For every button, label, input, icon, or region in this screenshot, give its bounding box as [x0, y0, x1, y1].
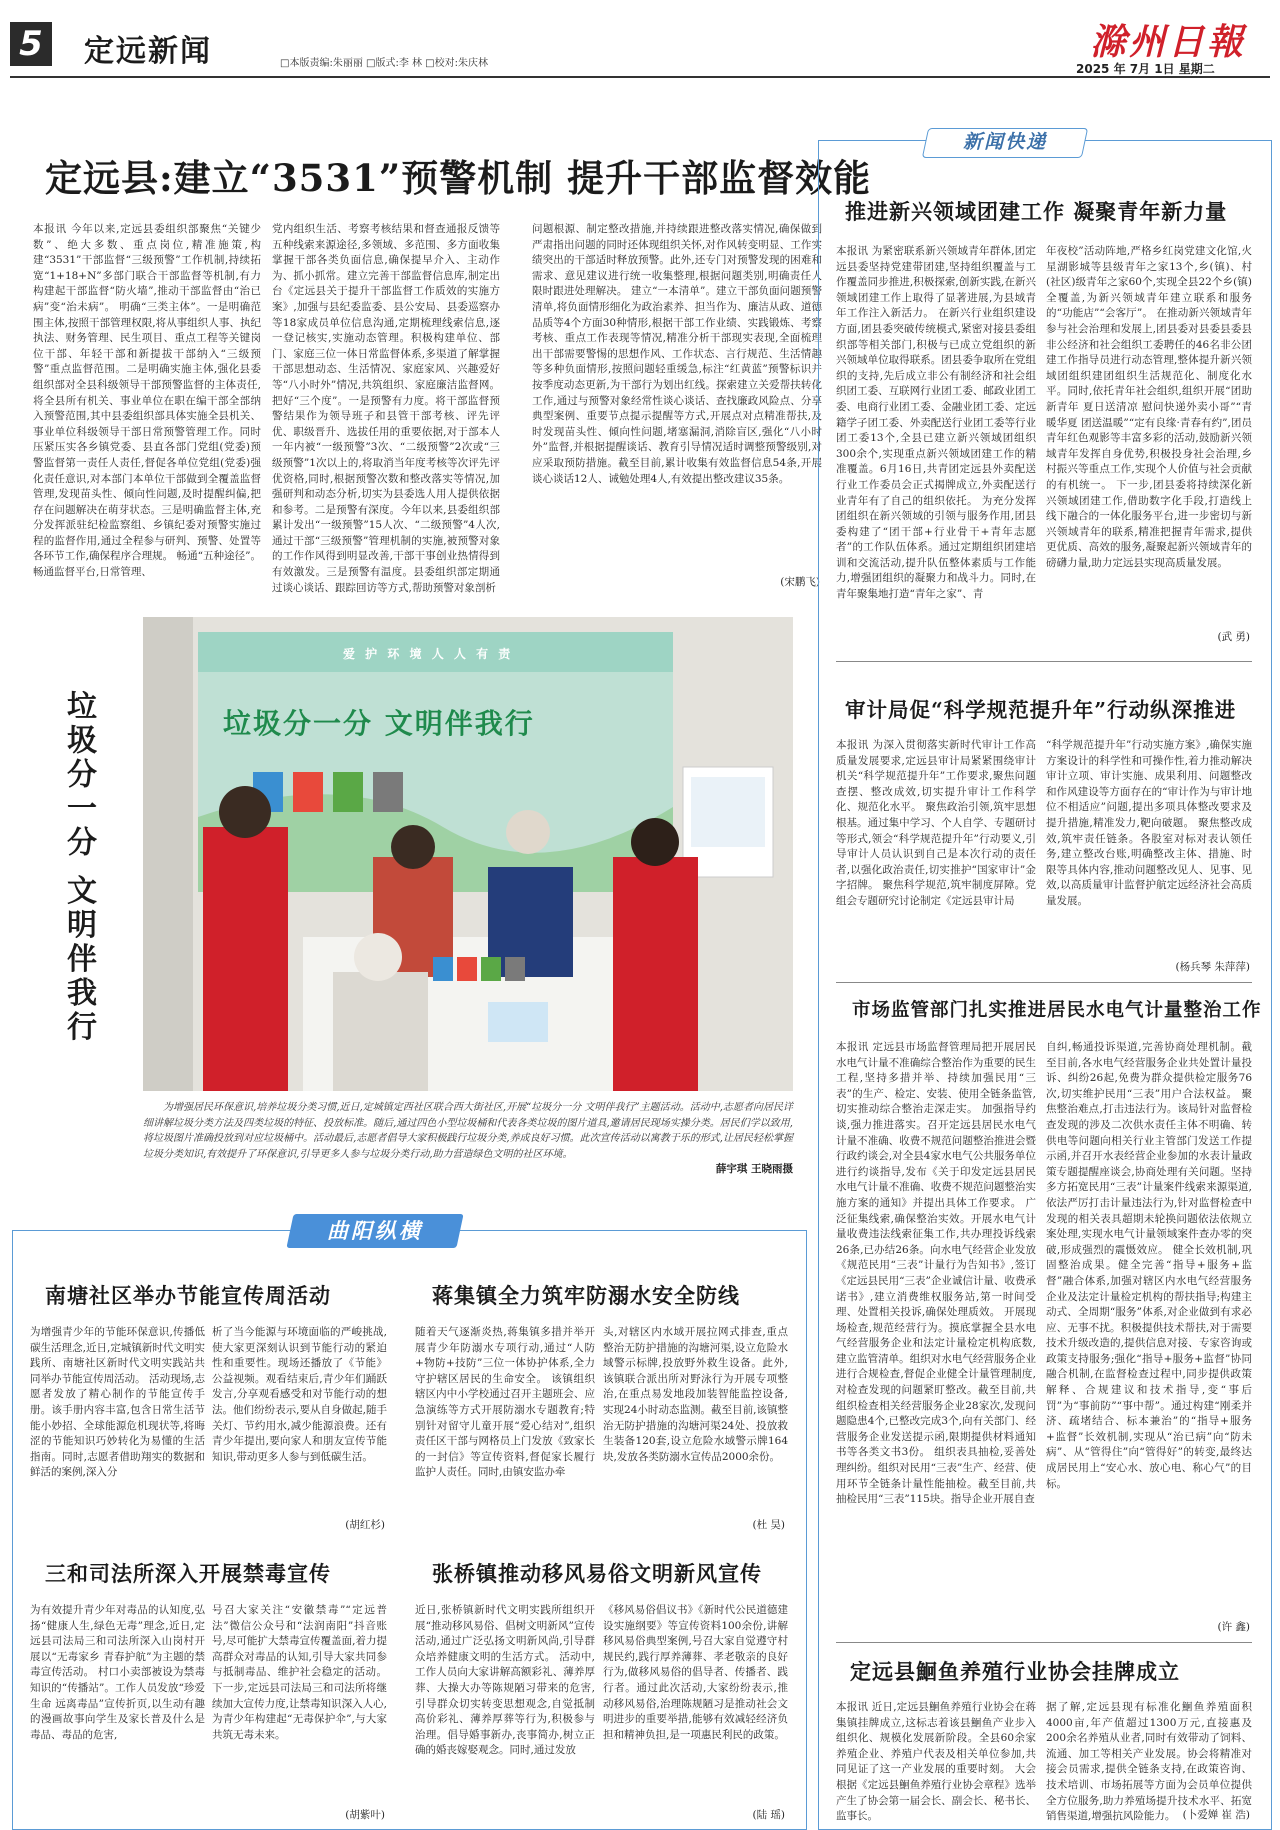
- quyang-a3-col2: 号召大家关注“安徽禁毒”“定远普法”微信公众号和“法润南阳”抖音账号,尽可能扩大禁毒宣传覆盖面,着力提高群众对毒品的认知,引导大家共同参与抵制毒品、维护社会稳定的活动。下一步,定远县司法局三和司法所将继续加大宣传力度,让禁毒知识深入人心,为青少年构建起“无毒保护伞”,与大家共筑无毒未来。: [212, 1604, 387, 1741]
- quyang-a1-author: (胡红杉): [345, 1519, 385, 1531]
- flash-a4-author: (卜爱婵 崔 浩): [1182, 1809, 1250, 1821]
- photo-banner-main: 垃圾分一分 文明伴我行: [223, 707, 535, 740]
- lead-article-col2: 党内组织生活、考察考核结果和督查通报反馈等五种线索来源途径,多领域、多范围、多方面收集掌握干部各类负面信息,确保提早介入、主动作为、抓小抓常。建立完善干部监督信息库,制定出台《定远县关于提升干部监督工作质效的实施方案》,加强与县纪委监委、县公安局、县委巡察办等18家成员单位信息沟通,定期梳理线索信息,逐一登记核实,实施动态管理。积极构建单位、部门、家庭三位一体日常监督体系,多渠道了解掌握干部思想动态、生活情况、家庭家风、兴趣爱好等“八小时外”情况,共筑组织、家庭廉洁监督网。 把好“三个度”。一是预警有力度。将干部监督预警结果作为领导班子和县管干部考核、评先评优、职级晋升、选拔任用的重要依据,对于部本人一年内被“一级预警”3次、“二级预警”2次或“三级预警”1次以上的,将取消当年度考核等次评先评优资格,同时,根据预警次数和整改落实等情况,加强研判和动态分析,切实为县委选人用人提供依据和参考。二是预警有深度。今年以来,县委组织部累计发出“一级预警”15人次、“二级预警”4人次,通过干部“三级预警”管理机制的实施,被预警对象的工作作风得到明显改善,干部干事创业热情得到有效激发。三是预警有温度。县委组织部定期通过谈心谈话、跟踪回访等方式,帮助预警对象剖析: [272, 223, 500, 594]
- quyang-a2-author: (杜 昊): [752, 1519, 785, 1531]
- flash-divider-2: [836, 982, 1252, 983]
- flash-a2-author: (杨兵琴 朱萍萍): [1175, 961, 1250, 973]
- flash-a3-title: 市场监管部门扎实推进居民水电气计量整治工作: [852, 1000, 1262, 1021]
- editors-line: □本版责编:朱丽丽 □版式:李 林 □校对:朱庆林: [280, 58, 488, 69]
- flash-a2-col1: 本报讯 为深入贯彻落实新时代审计工作高质量发展要求,定远县审计局紧紧围绕审计机关“科学规范提升年”工作要求,聚焦问题查摆、整改成效,切实提升审计工作科学化、规范化水平。 聚焦政治引领,筑牢思想根基。通过集中学习、个人自学、专题研讨等形式,领会“科学规范提升年”行动要义,引导审计人员认识到自己是本次行动的责任者,以强化政治责任,切实推护“国家审计”金字招牌。 聚焦科学规范,筑牢制度屏障。党组会专题研究讨论制定《定远县审计局: [836, 739, 1036, 907]
- flash-a3-author: (许 鑫): [1217, 1621, 1250, 1633]
- volunteers-sorting-garbage-photo: [143, 617, 793, 1091]
- quyang-a4-author: (陆 瑶): [752, 1809, 785, 1821]
- flash-a4-col1: 本报讯 近日,定远县鮰鱼养殖行业协会在蒋集镇挂牌成立,这标志着该县鮰鱼产业步入组织化、规模化发展新阶段。全县60余家养殖企业、养殖户代表及相关单位参加,共同见证了这一产业发展的重要时刻。 大会根据《定远县鮰鱼养殖行业协会章程》选举产生了协会第一届会长、副会长、秘书长、监事长。: [836, 1701, 1036, 1823]
- photo-credit: 薛宇琪 王晓雨摄: [715, 1163, 793, 1175]
- lead-article-author: (宋鹏飞): [780, 576, 820, 588]
- flash-a2-col2: “科学规范提升年”行动实施方案》,确保实施方案设计的科学性和可操作性,着力推动解决审计立项、审计实施、成果利用、问题整改和作风建设等方面存在的“审计作为与审计地位不相适应”问题,提出多项具体整改要求及提升措施,精准发力,靶向破题。 聚焦整改成效,筑牢责任链条。各股室对标对表认领任务,建立整改台账,明确整改主体、措施、时限等具体内容,推动问题整改见人、见事、见效,以高质量审计监督护航定远经济社会高质量发展。: [1046, 739, 1252, 907]
- quyang-banner: [286, 1214, 463, 1248]
- lead-article-col3: 问题根源、制定整改措施,并持续跟进整改落实情况,确保做到严肃指出问题的同时还体现组织关怀,对作风转变明显、工作实绩突出的干部适时释放预警。此外,还专门对预警发现的困难和需求、意见建议进行统一收集整理,根据问题类别,明确责任人限时跟进处理解决。 建立“一本清单”。建立干部负面问题预警清单,将负面情形细化为政治素养、担当作为、廉洁从政、道德品质等4个方面30种情形,根据干部工作业绩、实践锻炼、考察考核、重点工作表现等情况,精准分析干部现实表现,全面梳理出干部需要警惕的思想作风、工作状态、言行规范、生活情趣等多种负面情形,按照问题轻重缓急,标注“红黄蓝”预警标识并按季度动态更新,为干部行为划出红线。探索建立关爱帮扶转化工作,通过与预警对象经常性谈心谈话、查找廉政风险点、分享典型案例、重要节点提示提醒等方式,开展点对点精准帮扶,及时发现苗头性、倾向性问题,堵塞漏洞,消除盲区,强化“八小时外”监督,并根据提醒谈话、教育引导情况适时调整预警级别,对应采取预防措施。截至目前,累计收集有效监督信息54条,开展谈心谈话12人、诫勉处理4人,有效提出整改建议35条。: [532, 223, 822, 485]
- quyang-a3-title: 三和司法所深入开展禁毒宣传: [45, 1561, 331, 1586]
- flash-a4-title: 定远县鮰鱼养殖行业协会挂牌成立: [850, 1659, 1180, 1684]
- quyang-a1-col2: 析了当今能源与环境面临的严峻挑战,使大家更深刻认识到节能行动的紧迫性和重要性。现场还播放了《节能》公益视频。观看结束后,青少年们踊跃发言,分享观看感受和对节能行动的想法。他们纷纷表示,要从自身做起,随手关灯、节约用水,减少能源浪费。还有青少年提出,要向家人和朋友宣传节能知识,带动更多人参与到低碳生活。: [212, 1326, 387, 1463]
- flash-a1-col1: 本报讯 为紧密联系新兴领域青年群体,团定远县委坚持党建带团建,坚持组织覆盖与工作覆盖同步推进,积极探索,创新实践,在新兴领域团建工作上取得了显著进展,为县域青年工作注入新活力。 在新兴行业组织建设方面,团县委突破传统模式,紧密对接县委组织部等相关部门,积极与已成立党组织的新兴领域单位取得联系。团县委争取所在党组织的支持,先后成立非公有制经济和社会组织团工委、互联网行业团工委、邮政业团工委、电商行业团工委、金融业团工委、定远籍学子团工委、外卖配送行业团工委等行业团工委13个,全县已建立新兴领域团组织300余个,实现重点新兴领域团建工作的精准覆盖。6月16日,共青团定远县外卖配送行业工作委员会正式揭牌成立,外卖配送行业青年有了自己的组织依托。 为充分发挥团组织在新兴领域的引领与服务作用,团县委构建了“团干部+行业骨干+青年志愿者”的工作队伍体系。通过定期组织团建培训和交流活动,提升队伍整体素质与工作能力,增强团组织的凝聚力和战斗力。同时,在青年聚集地打造“青年之家”、青: [836, 245, 1036, 601]
- flash-a1-title: 推进新兴领域团建工作 凝聚青年新力量: [845, 199, 1228, 224]
- flash-a3-col2: 自纠,畅通投诉渠道,完善协商处理机制。截至目前,各水电气经营服务企业共处置计量投诉、纠纷26起,免费为群众提供检定服务76次,切实维护民用“三表”用户合法权益。 聚焦整治难点,打击违法行为。该局针对监督检查发现的涉及二次供水责任主体不明确、转供电等问题向相关行业主管部门发送工作提示函,并召开水表经营企业参加的水表计量政策专题提醒座谈会,协商处理有关问题。坚持多方拓宽民用“三表”计量案件线索来源渠道,依法严厉打击计量违法行为,针对监督检查中发现的相关表具超期未轮换问题依法依规立案处理,实现水电气计量领域案件查办零的突破,形成强烈的震慑效应。 健全长效机制,巩固整治成果。健全完善“指导+服务+监督”融合体系,加强对辖区内水电气经营服务企业及法定计量检定机构的帮扶指导;构建主动式、全周期“服务”体系,对企业做到有求必应、无事不扰。积极提供技术帮扶,对于需要技术升级改造的,提供信息对接、专家咨询或政策支持服务;强化“指导+服务+监督”协同融合机制,在监督检查过程中,同步提供政策解释、合规建议和技术指导,变“事后罚”为“事前防”“事中帮”。通过构建“刚柔并济、疏堵结合、标本兼治”的“指导+服务+监督”长效机制,实现从“治已病”向“防未病”、从“管得住”向“管得好”的转变,最终达成居民用上“安心水、放心电、称心气”的目标。: [1046, 1041, 1252, 1490]
- flash-a1-col2: 年夜校”活动阵地,严格乡红岗党建文化馆,火星湖影城等县级青年之家13个,乡(镇)、村(社区)级青年之家60个,实现全县22个乡(镇)全覆盖,为新兴领域青年建立联系和服务的“功能店”“会客厅”。 在推动新兴领域青年参与社会治理和发展上,团县委对县委县委县非公经济和社会组织工委聘任的46名非公团建工作指导员进行动态管理,整体提升新兴领域团组织建团组织生活规范化、制度化水平。同时,依托青年社会组织,组织开展“团助新青年 夏日送清凉 慰问快递外卖小哥”“青暖华夏 团送温暖”“定有良缘·青春有约”,团员青年红色观影等丰富多彩的活动,鼓励新兴领域青年发挥自身优势,积极投身社会治理,乡村振兴等重点工作,实现个人价值与社会贡献的有机统一。 下一步,团县委将持续深化新兴领域团建工作,借助数字化手段,打造线上线下融合的一体化服务平台,进一步密切与新兴领域青年的联系,精准把握青年需求,提供更优质、高效的服务,凝聚起新兴领域青年的磅礴力量,助力定远县实现高质量发展。: [1046, 245, 1252, 569]
- quyang-a4-col2: 《移风易俗倡议书》《新时代公民道德建设实施纲要》等宣传资料100余份,讲解移风易俗典型案例,号召大家自觉遵守村规民约,践行厚养薄葬、孝老敬亲的良好行为,做移风易俗的倡导者、传播者、践行者。通过此次活动,大家纷纷表示,推动移风易俗,治理陈规陋习是推动社会文明进步的重要举措,能够有效减轻经济负担和精神负担,是一项惠民利民的政策。: [603, 1604, 788, 1741]
- photo-feature-image: [143, 617, 793, 1091]
- page-number-badge: 5: [10, 22, 52, 66]
- lead-article-col1: 本报讯 今年以来,定远县委组织部聚焦“关键少数”、绝大多数、重点岗位,精准施策,构建“3531”干部监督“三级预警”工作机制,持续拓宽“1+18+N”多部门联合干部监督等机制,有力构建起干部监督“防火墙”,推动干部监督由“治已病”变“治未病”。 明确“三类主体”。一是明确范围主体,按照干部管理权限,将从事组织人事、执纪执法、财务管理、民生项目、重点工程等关键岗位干部、年轻干部和新提拔干部纳入“三级预警”重点监督范围。二是明确实施主体,强化县委组织部对全县科级领导干部预警监督的主体责任,将全县所有机关、事业单位在职在编干部全部纳入预警范围,其中县委组织部具体实施全县机关、事业单位科级领导干部日常预警管理工作。同时压紧压实各乡镇党委、县直各部门党组(党委)预警监督第一责任人责任,督促各单位党组(党委)强化责任意识,对本部门本单位干部做到全覆盖监督管理,发现苗头性、倾向性问题,及时提醒纠偏,把存在问题解决在萌芽状态。三是明确监督主体,充分发挥派驻纪检监察组、乡镇纪委对预警实施过程的监督作用,通过全程参与研判、预警、处置等各环节工作,确保程序合理规。 畅通“五种途径”。畅通监督平台,日常管理、: [33, 223, 261, 579]
- quyang-a4-title: 张桥镇推动移风易俗文明新风宣传: [432, 1561, 762, 1586]
- quyang-a3-col1: 为有效提升青少年对毒品的认知度,弘扬“健康人生,绿色无毒”理念,近日,定远县司法局三和司法所深入山岗村开展以“无毒家乡 青春护航”为主题的禁毒宣传活动。 村口小卖部被设为禁毒知识的“传播站”。工作人员发放“珍爱生命 远离毒品”宣传折页,以生动有趣的漫画故事向学生及家长普及什么是毒品、毒品的危害,: [30, 1604, 205, 1741]
- newspaper-logo: 滁州日報: [1090, 21, 1247, 63]
- quyang-banner-label: 曲阳纵横: [327, 1219, 423, 1243]
- issue-date: 2025 年 7月 1日 星期二: [1076, 62, 1215, 76]
- header-rule: [10, 76, 1270, 78]
- flash-divider-1: [836, 661, 1252, 662]
- flash-divider-3: [836, 1642, 1252, 1643]
- quyang-a2-title: 蒋集镇全力筑牢防溺水安全防线: [432, 1283, 740, 1308]
- quyang-a1-title: 南塘社区举办节能宣传周活动: [45, 1283, 331, 1308]
- news-flash-banner-label: 新闻快递: [963, 131, 1048, 153]
- section-title: 定远新闻: [84, 34, 212, 69]
- quyang-a2-col1: 随着天气逐渐炎热,蒋集镇多措并举开展青少年防溺水专项行动,通过“人防+物防+技防”三位一体协护体系,全力守护辖区居民的生命安全。 该镇组织辖区内中小学校通过召开主题班会、应急演练等方式开展防溺水专题教育;特别针对留守儿童开展“爱心结对”,组织责任区干部与网格员上门发放《致家长的一封信》等宣传资料,督促家长履行监护人责任。同时,由镇安监办牵: [415, 1326, 595, 1479]
- lead-article-title: 定远县:建立“3531”预警机制 提升干部监督效能: [45, 156, 872, 200]
- photo-caption: 为增强居民环保意识,培养垃圾分类习惯,近日,定城镇定西社区联合西大街社区,开展“垃圾分一分 文明伴我行”主题活动。活动中,志愿者向居民详细讲解垃圾分类方法及四类垃圾的特征、投放标准。随后,通过四色小型垃圾桶和代表各类垃圾的图片道具,邀请居民现场实操分类。居民们学以致用,将垃圾图片准确投放到对应垃圾桶中。活动最后,志愿者倡导大家积极践行垃圾分类,养成良好习惯。此次宣传活动以寓教于乐的形式,让居民轻松掌握垃圾分类知识,有效提升了环保意识,引导更多人参与垃圾分类行动,助力营造绿色文明的社区环境。: [143, 1102, 793, 1160]
- photo-vertical-title: 垃圾分一分 文明伴我行: [61, 690, 96, 1045]
- flash-a4-col2: 据了解,定远县现有标准化鮰鱼养殖面积4000亩,年产值超过1300万元,直接惠及200余名养殖从业者,同时有效带动了饲料、流通、加工等相关产业发展。协会将精准对接会员需求,提供全链条支持,在政策咨询、技术培训、市场拓展等方面为会员单位提供全方位服务,助力养殖场提升技术水平、拓宽销售渠道,增强抗风险能力。: [1046, 1701, 1252, 1823]
- flash-a2-title: 审计局促“科学规范提升年”行动纵深推进: [845, 698, 1237, 722]
- quyang-a4-col1: 近日,张桥镇新时代文明实践所组织开展“推动移风易俗、倡树文明新风”宣传活动,通过广泛弘扬文明新风尚,引导群众培养健康文明的生活方式。 活动中,工作人员向大家讲解高额彩礼、薄养厚葬、大操大办等陈规陋习带来的危害,引导群众切实转变思想观念,自觉抵制高价彩礼、薄养厚葬等行为,积极参与治理。倡导婚事新办,丧事简办,树立正确的婚丧嫁娶观念。同时,通过发放: [415, 1604, 595, 1757]
- flash-a3-col1: 本报讯 定远县市场监督管理局把开展居民水电气计量不准确综合整治作为重要的民生工程,坚持多措并举、持续加强民用“三表”的生产、检定、安装、使用全链条监管,切实推动综合整治走深走实。 加强指导约谈,强力推进落实。召开定远县居民水电气计量不准确、收费不规范问题整治推进会暨行政约谈会,对全县4家水电气公共服务单位进行约谈指导,发布《关于印发定远县居民水电气计量不准确、收费不规范问题整治实施方案的通知》并提出具体工作要求。 广泛征集线索,确保整治实效。开展水电气计量收费违法线索征集工作,共办理投诉线索26条,已办结26条。向水电气经营企业发放《规范民用“三表”计量行为告知书》,签订《定远县民用“三表”企业诚信计量、收费承诺书》,建立消费维权服务站,第一时间受理、处置相关投诉,确保处理质效。 开展现场检查,规范经营行为。摸底掌握全县水电气经营服务企业和法定计量检定机构底数,建立监管清单。组织对水电气经营服务企业进行合规检查,督促企业健全计量管理制度,对检查发现的问题紧盯整改。截至目前,共组织检查相关经营服务企业28家次,发现问题隐患4个,已整改完成3个,向有关部门、经营服务企业发送提示函,限期提供材料通知书等各类文书3份。 组织表具抽检,妥善处理纠纷。组织对民用“三表”生产、经营、使用环节全链条计量性能抽检。截至目前,共抽检民用“三表”115块。指导企业开展自查: [836, 1041, 1036, 1506]
- quyang-a2-col2: 头,对辖区内水域开展拉网式排查,重点整治无防护措施的沟塘河渠,设立危险水域警示标牌,投放野外救生设备。此外,该镇联合派出所对野泳行为开展专项整治,在重点易发地段加装智能监控设备,实现24小时动态监测。截至目前,该镇整治无防护措施的沟塘河渠24处、投放救生装备120套,设立危险水域警示牌164块,发放各类防溺水宣传品2000余份。: [603, 1326, 788, 1463]
- quyang-a1-col1: 为增强青少年的节能环保意识,传播低碳生活理念,近日,定城镇新时代文明实践所、南塘社区新时代文明实践站共同举办节能宣传周活动。 活动现场,志愿者发放了精心制作的节能宣传手册。该手册内容丰富,包含日常生活节能小妙招、全球能源危机现状等,将晦涩的节能知识巧妙转化为易懂的生活指南。同时,志愿者借助翔实的数据和鲜活的案例,深入分: [30, 1326, 205, 1479]
- news-flash-banner: [922, 128, 1088, 158]
- flash-a1-author: (武 勇): [1217, 631, 1250, 643]
- photo-banner-top: 爱 护 环 境 人 人 有 责: [343, 647, 514, 661]
- quyang-a3-author: (胡紫叶): [345, 1809, 385, 1821]
